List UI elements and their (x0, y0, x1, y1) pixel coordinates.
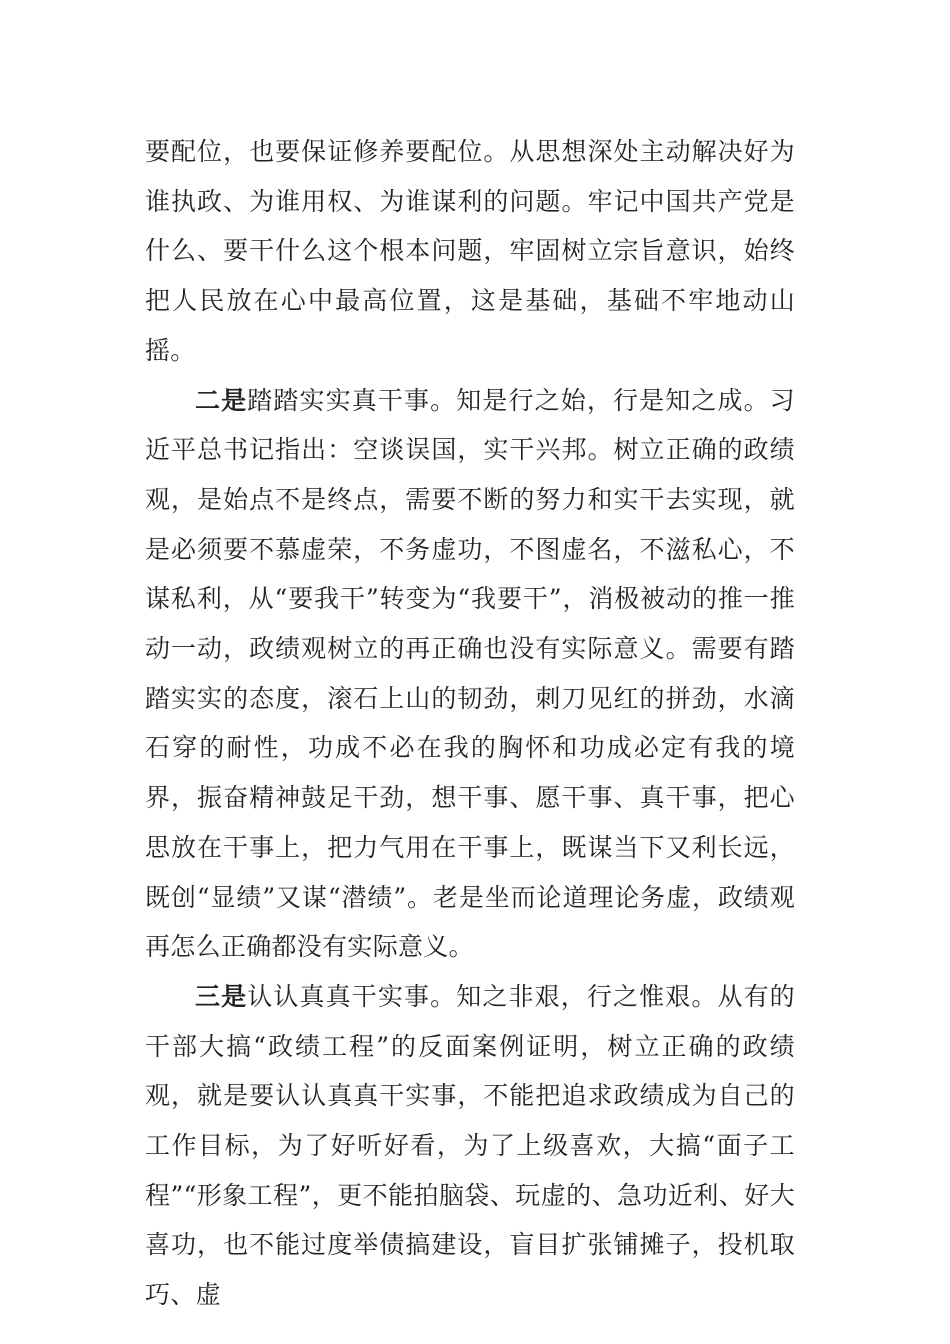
paragraph-text: 踏踏实实真干事。知是行之始，行是知之成。习近平总书记指出：空谈误国，实干兴邦。树立正确的政绩观，是始点不是终点，需要不断的努力和实干去实现，就是必须要不慕虚荣，不务虚功，不图虚名，不滋私心，不谋私利，从“要我干”转变为“我要干”，消极被动的推一推动一动，政绩观树立的再正确也没有实际意义。需要有踏踏实实的态度，滚石上山的韧劲，刺刀见红的拼劲，水滴石穿的耐性，功成不必在我的胸怀和功成必定有我的境界，振奋精神鼓足干劲，想干事、愿干事、真干事，把心思放在干事上，把力气用在干事上，既谋当下又利长远，既创“显绩”又谋“潜绩”。老是坐而论道理论务虚，政绩观再怎么正确都没有实际意义。 (145, 385, 795, 962)
paragraph-point-three (145, 972, 795, 1320)
document-page (145, 127, 795, 1320)
paragraph-text: 要配位，也要保证修养要配位。从思想深处主动解决好为谁执政、为谁用权、为谁谋利的问题。牢记中国共产党是什么、要干什么这个根本问题，牢固树立宗旨意识，始终把人民放在心中最高位置，这是基础，基础不牢地动山摇。 (145, 137, 795, 365)
paragraph-point-two (145, 376, 795, 972)
paragraph-lead: 二是 (195, 385, 248, 415)
paragraph-lead: 三是 (195, 981, 248, 1011)
paragraph-text: 认认真真干实事。知之非艰，行之惟艰。从有的干部大搞“政绩工程”的反面案例证明，树立正确的政绩观，就是要认认真真干实事，不能把追求政绩成为自己的工作目标，为了好听好看，为了上级喜欢，大搞“面子工程”“形象工程”，更不能拍脑袋、玩虚的、急功近利、好大喜功，也不能过度举债搞建设，盲目扩张铺摊子，投机取巧、虚 (145, 981, 795, 1310)
paragraph-continuation (145, 127, 795, 376)
